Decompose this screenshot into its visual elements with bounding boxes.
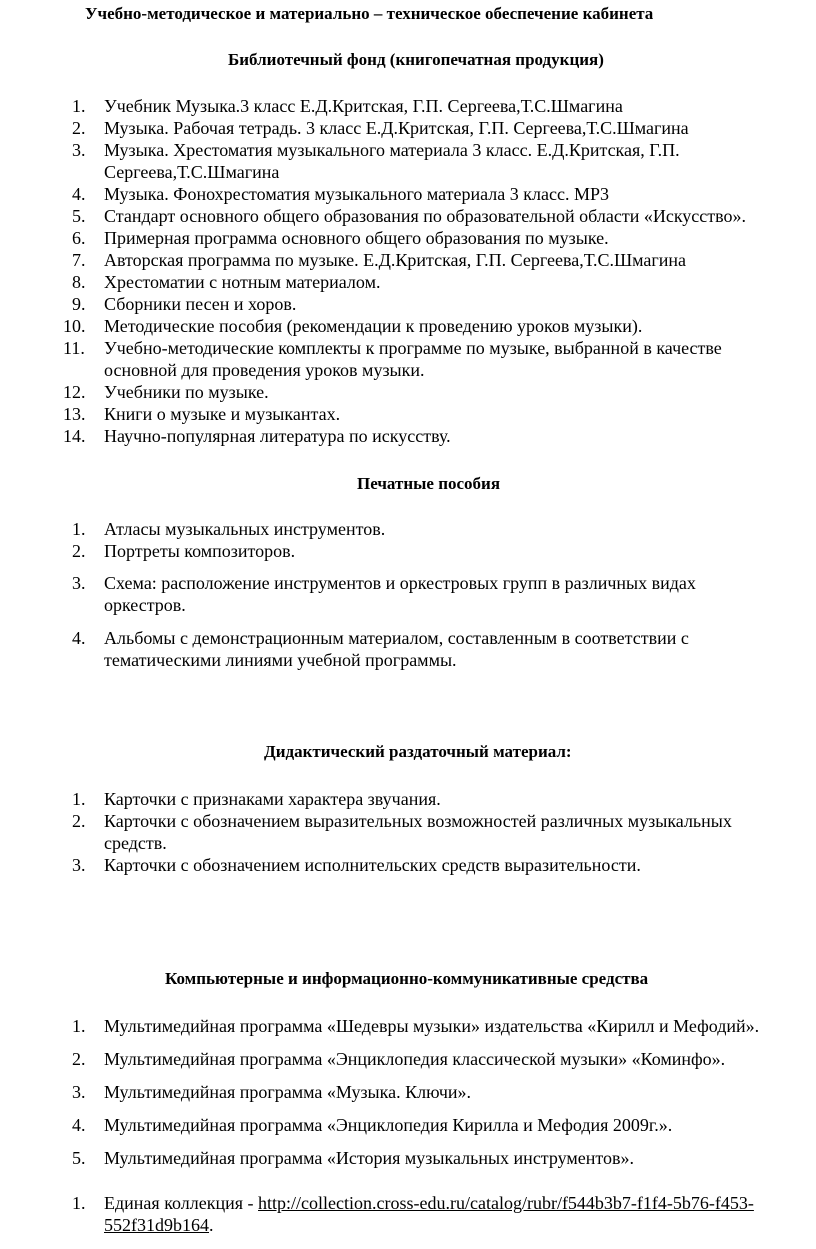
list-item: Карточки с обозначением выразительных возможностей различных музыкальных [104, 811, 732, 831]
list-item: Авторская программа по музыке. Е.Д.Критская, Г.П. Сергеева,Т.С.Шмагина [104, 250, 687, 270]
collection-line-1 [104, 1192, 754, 1214]
list-item: Мультимедийная программа «Шедевры музыки» издательства «Кирилл и Мефодий». [104, 1016, 760, 1036]
list-item: Карточки с обозначением исполнительских средств выразительности. [104, 855, 641, 875]
list-item-number: 2. [72, 811, 86, 831]
list-item: Схема: расположение инструментов и оркестровых групп в различных видах [104, 573, 696, 593]
list-item-number: 2. [72, 541, 86, 561]
list-item: Мультимедийная программа «Музыка. Ключи». [104, 1082, 472, 1102]
list-item-number: 1. [72, 96, 86, 116]
list-item-number: 10. [63, 316, 86, 336]
list-item: Музыка. Фонохрестоматия музыкального материала 3 класс. МР3 [104, 184, 609, 204]
list-item: Книги о музыке и музыкантах. [104, 404, 341, 424]
list-item-continuation: основной для проведения уроков музыки. [104, 360, 425, 380]
list-item-number: 12. [63, 382, 86, 402]
list-item-continuation: Сергеева,Т.С.Шмагина [104, 162, 280, 182]
list-item-number: 4. [72, 184, 86, 204]
list-item: Учебники по музыке. [104, 382, 269, 402]
collection-suffix: . [209, 1215, 214, 1235]
list-item: Учебно-методические комплекты к программе по музыке, выбранной в качестве [104, 338, 722, 358]
list-item-number: 3. [72, 1082, 86, 1102]
list-item: Музыка. Рабочая тетрадь. 3 класс Е.Д.Критская, Г.П. Сергеева,Т.С.Шмагина [104, 118, 689, 138]
list-item: Учебник Музыка.3 класс Е.Д.Критская, Г.П. Сергеева,Т.С.Шмагина [104, 96, 623, 116]
list-item: Альбомы с демонстрационным материалом, составленным в соответствии с [104, 628, 689, 648]
list-item: Портреты композиторов. [104, 541, 296, 561]
list-item: Сборники песен и хоров. [104, 294, 297, 314]
list-item: Мультимедийная программа «Энциклопедия классической музыки» «Коминфо». [104, 1049, 726, 1069]
list-item-number: 1. [72, 519, 86, 539]
list-item: Научно-популярная литература по искусству. [104, 426, 451, 446]
list-item-number: 4. [72, 628, 86, 648]
list-item-number: 9. [72, 294, 86, 314]
list-item-number: 11. [63, 338, 85, 358]
collection-link[interactable]: http://collection.cross-edu.ru/catalog/rubr/f544b3b7-f1f4-5b76-f453- [258, 1193, 754, 1213]
list-item-number: 1. [72, 789, 86, 809]
list-item-number: 3. [72, 573, 86, 593]
list-item: Мультимедийная программа «Энциклопедия Кирилла и Мефодия 2009г.». [104, 1115, 673, 1135]
list-item-number: 2. [72, 1049, 86, 1069]
list-item-continuation: оркестров. [104, 595, 186, 615]
list-item-number: 7. [72, 250, 86, 270]
list-item: Стандарт основного общего образования по образовательной области «Искусство». [104, 206, 747, 226]
collection-prefix: Единая коллекция - [104, 1193, 259, 1213]
list-item-number: 6. [72, 228, 86, 248]
section-heading-printed: Печатные пособия [357, 474, 501, 493]
collection-link-continuation[interactable]: 552f31d9b164 [104, 1215, 209, 1235]
list-item-number: 8. [72, 272, 86, 292]
section-heading-library: Библиотечный фонд (книгопечатная продукция) [228, 50, 604, 69]
list-item-number: 3. [72, 140, 86, 160]
list-item: Методические пособия (рекомендации к проведению уроков музыки). [104, 316, 643, 336]
list-item-number: 5. [72, 206, 86, 226]
list-item-number: 1. [72, 1193, 86, 1213]
list-item: Хрестоматии с нотным материалом. [104, 272, 381, 292]
list-item-number: 5. [72, 1148, 86, 1168]
list-item-number: 3. [72, 855, 86, 875]
document-title: Учебно-методическое и материально – техническое обеспечение кабинета [85, 4, 654, 23]
list-item-number: 1. [72, 1016, 86, 1036]
section-heading-didactic: Дидактический раздаточный материал: [264, 742, 572, 761]
list-item: Мультимедийная программа «История музыкальных инструментов». [104, 1148, 635, 1168]
list-item: Атласы музыкальных инструментов. [104, 519, 386, 539]
list-item-number: 4. [72, 1115, 86, 1135]
list-item: Карточки с признаками характера звучания. [104, 789, 441, 809]
list-item-continuation: тематическими линиями учебной программы. [104, 650, 457, 670]
list-item: Музыка. Хрестоматия музыкального материала 3 класс. Е.Д.Критская, Г.П. [104, 140, 680, 160]
list-item-number: 14. [63, 426, 86, 446]
list-item-number: 13. [63, 404, 86, 424]
list-item: Примерная программа основного общего образования по музыке. [104, 228, 609, 248]
section-heading-computer: Компьютерные и информационно-коммуникативные средства [165, 969, 649, 988]
list-item-continuation: средств. [104, 833, 167, 853]
list-item-number: 2. [72, 118, 86, 138]
collection-line-2 [104, 1214, 214, 1236]
